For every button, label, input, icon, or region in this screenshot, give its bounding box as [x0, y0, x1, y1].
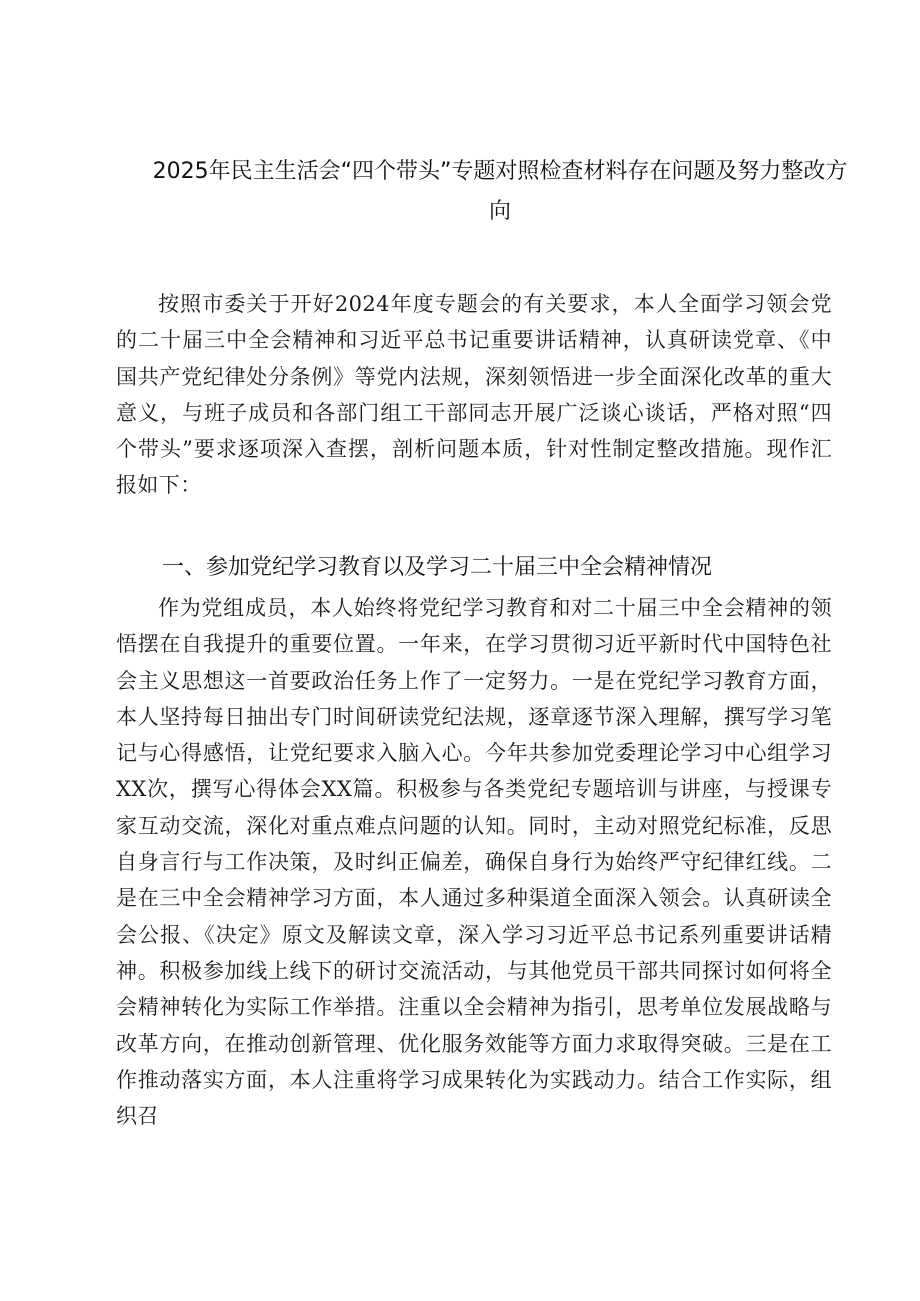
document-title: 2025年民主生活会“四个带头”专题对照检查材料存在问题及努力整改方向 — [152, 159, 848, 224]
section-body-paragraph: 作为党组成员，本人始终将党纪学习教育和对二十届三中全会精神的领悟摆在自我提升的重要位置。一年来，在学习贯彻习近平新时代中国特色社会主义思想这一首要政治任务上作了一定努力。一是在党纪学习教育方面，本人坚持每日抽出专门时间研读党纪法规，逐章逐节深入理解，撰写学习笔记与心得感悟，让党纪要求入脑入心。今年共参加党委理论学习中心组学习XX次，撰写心得体会XX篇。积极参与各类党纪专题培训与讲座，与授课专家互动交流，深化对重点难点问题的认知。同时，主动对照党纪标准，反思自身言行与工作决策，及时纠正偏差，确保自身行为始终严守纪律红线。二是在三中全会精神学习方面，本人通过多种渠道全面深入领会。认真研读全会公报、《决定》原文及解读文章，深入学习习近平总书记系列重要讲话精神。积极参加线上线下的研讨交流活动，与其他党员干部共同探讨如何将全会精神转化为实际工作举措。注重以全会精神为指引，思考单位发展战略与改革方向，在推动创新管理、优化服务效能等方面力求取得突破。三是在工作推动落实方面，本人注重将学习成果转化为实践动力。结合工作实际，组织召 — [116, 596, 832, 1129]
intro-paragraph: 按照市委关于开好2024年度专题会的有关要求，本人全面学习领会党的二十届三中全会精神和习近平总书记重要讲话精神，认真研读党章、《中国共产党纪律处分条例》等党内法规，深刻领悟进一步全面深化改革的重大意义，与班子成员和各部门组工干部同志开展广泛谈心谈话，严格对照“四个带头”要求逐项深入查摆，剖析问题本质，针对性制定整改措施。现作汇报如下： — [116, 292, 832, 498]
section-heading: 一、参加党纪学习教育以及学习二十届三中全会精神情况 — [162, 555, 713, 580]
